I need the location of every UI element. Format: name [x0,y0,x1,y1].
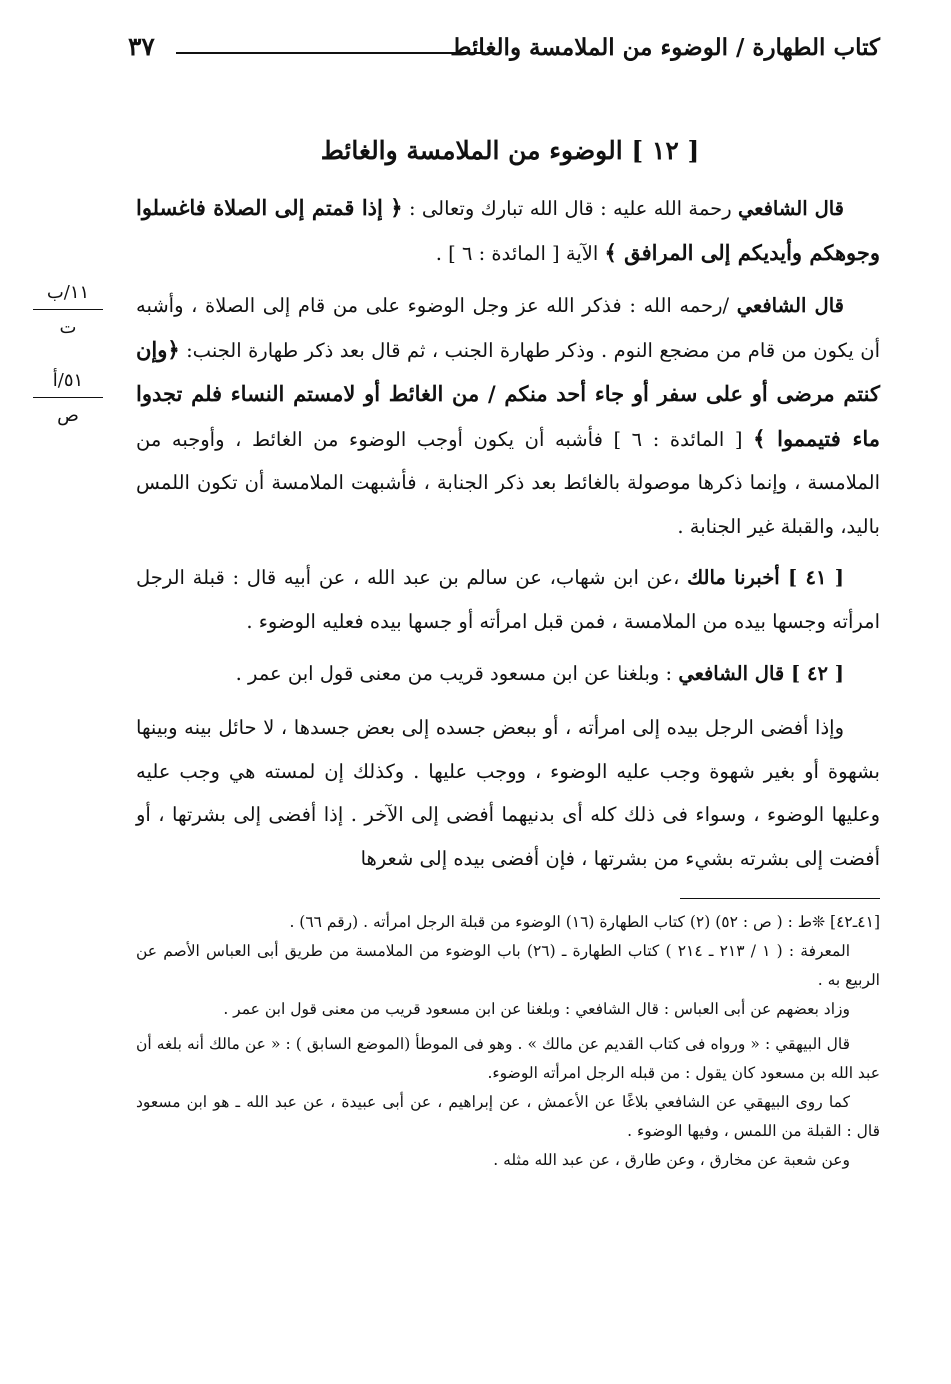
narrator: أخبرنا مالك [687,566,788,589]
paragraph-1 [136,186,880,275]
speaker-shafii: قال الشافعي [736,294,844,317]
margin-note-manuscript-t [18,280,118,341]
paragraph-5 [136,706,880,880]
hadith-42 [136,652,880,696]
hadith-text: ،عن ابن شهاب، عن سالم بن عبد الله ، عن أبيه قال : قبلة الرجل امرأته وجسها بيده من الملامسة ، فمن قبل امرأته أو جسها بيده فعليه الوضوء . [136,566,880,633]
hadith-number: [ ٤٢ ] [791,662,844,685]
margin-folio: ١١/ب [46,282,90,303]
quran-verse: ﴿ إذا قمتم إلى الصلاة فاغسلوا وجوهكم وأيديكم إلى المرافق ﴾ [136,195,880,265]
footnote-separator [680,898,880,899]
margin-rule [33,309,103,310]
hadith-text: : وبلغنا عن ابن مسعود قريب من معنى قول ابن عمر . [235,662,679,685]
quran-verse: ﴿وإن كنتم مرضى أو على سفر أو جاء أحد منكم / من الغائط أو لامستم النساء فلم تجدوا ماء فتيمموا ﴾ [136,336,880,451]
verse-reference: الآية [ المائدة : ٦ ] . [435,241,605,265]
header-rule [176,52,485,54]
section-heading: [ ١٢ ] الوضوء من الملامسة والغائط [320,136,700,165]
footnote-line: [٤١ـ٤٢] ❊ط : ( ص : ٥٢) (٢) كتاب الطهارة (١٦) الوضوء من قبلة الرجل امرأته . (رقم ٦٦) . [289,913,880,931]
margin-rule [33,397,103,398]
margin-note-manuscript-s [18,368,118,429]
footnote-line: قال البيهقي : « ورواه فى كتاب القديم عن مالك » . وهو فى الموطأ (الموضع السابق ) : « عن مالك أنه بلغه أن عبد الله بن مسعود كان يقول : من قبله الرجل امرأته الوضوء. [136,1035,880,1082]
speaker-shafii: قال الشافعي [678,662,792,685]
footnote-line: المعرفة : ( ١ / ٢١٣ ـ ٢١٤ ) كتاب الطهارة ـ (٢٦) باب الوضوء من الملامسة من طريق أبى العباس الأصم عن الربيع به . [136,942,880,989]
page-number: ٣٧ [128,32,155,61]
hadith-number: [ ٤١ ] [787,566,845,589]
footnote-line: وعن شعبة عن مخارق ، وعن طارق ، عن عبد الله مثله . [493,1151,850,1169]
footnotes [136,908,880,1175]
paragraph-text: وإذا أفضى الرجل بيده إلى امرأته ، أو ببعض جسده إلى بعض جسدها ، لا حائل بينه وبينها بشهوة أو بغير شهوة وجب عليه الوضوء ، ووجب عليها . وكذلك إن لمسته هي وجب عليه وعليها الوضوء ، وسواء فى ذلك كله أى بدنيهما أفضى إلى الآخر . إذا أفضى إلى بشرتها ، أو أفضت إلى بشرته بشيء من بشرتها ، فإن أفضى بيده إلى شعرها [136,716,880,870]
margin-siglum: ت [59,317,77,338]
footnote-line: كما روى البيهقي عن الشافعي بلاغًا عن الأعمش ، عن إبراهيم ، عن أبى عبيدة ، عن عبد الله ـ هو ابن مسعود قال : القبلة من اللمس ، وفيها الوضوء . [136,1093,880,1140]
paragraph-text: [ المائدة : ٦ ] فأشبه أن يكون أوجب الوضوء من الغائط ، وأوجبه من الملامسة ، وإنما ذكرها موصولة بالغائط بعد ذكر الجنابة ، فأشبهت الملامسة أن تكون اللمس باليد، والقبلة غير الجنابة . [136,427,880,538]
paragraph-text: /رحمه الله : فذكر الله عز وجل الوضوء على من قام إلى الصلاة ، وأشبه أن يكون من قام من مضجع النوم . وذكر طهارة الجنب ، ثم قال بعد ذكر طهارة الجنب: [136,294,880,362]
margin-folio: ٥١/أ [52,370,84,391]
paragraph-text: رحمة الله عليه : قال الله تبارك وتعالى : [402,197,738,220]
paragraph-2 [136,284,880,548]
header-title: كتاب الطهارة / الوضوء من الملامسة والغائط [450,34,880,61]
margin-siglum: ص [57,405,79,426]
speaker-shafii: قال الشافعي [737,197,844,220]
footnote-line: وزاد بعضهم عن أبى العباس : قال الشافعي : وبلغنا عن ابن مسعود قريب من معنى قول ابن عمر . [223,1000,850,1018]
hadith-41 [136,556,880,643]
running-header [128,30,880,70]
